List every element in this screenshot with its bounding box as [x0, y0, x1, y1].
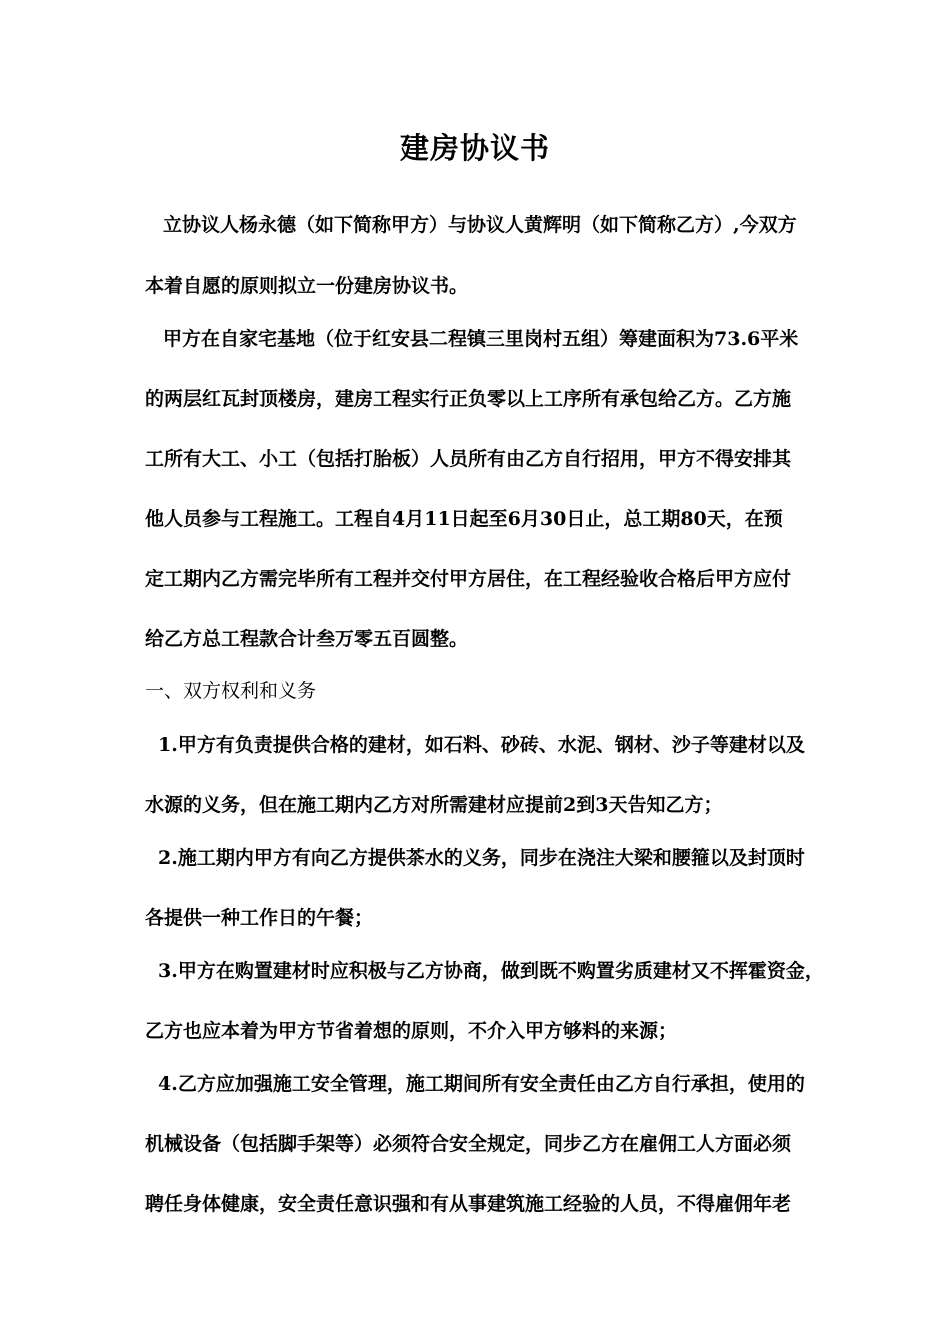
paragraph-line: 2.施工期内甲方有向乙方提供茶水的义务，同步在浇注大梁和腰箍以及封顶时: [158, 847, 805, 869]
paragraph-line: 机械设备（包括脚手架等）必须符合安全规定，同步乙方在雇佣工人方面必须: [145, 1133, 792, 1155]
paragraph-line: 1.甲方有负责提供合格的建材，如石料、砂砖、水泥、钢材、沙子等建材以及: [158, 734, 805, 756]
paragraph-line: 定工期内乙方需完毕所有工程并交付甲方居住，在工程经验收合格后甲方应付: [145, 568, 792, 590]
paragraph-line: 4.乙方应加强施工安全管理，施工期间所有安全责任由乙方自行承担，使用的: [158, 1073, 805, 1095]
paragraph-line: 乙方也应本着为甲方节省着想的原则，不介入甲方够料的来源；: [145, 1020, 678, 1042]
paragraph-line: 立协议人杨永德（如下简称甲方）与协议人黄辉明（如下简称乙方）,今双方: [163, 214, 797, 236]
paragraph-line: 工所有大工、小工（包括打胎板）人员所有由乙方自行招用，甲方不得安排其: [145, 448, 792, 470]
paragraph-line: 聘任身体健康，安全责任意识强和有从事建筑施工经验的人员，不得雇佣年老: [145, 1193, 792, 1215]
section-heading: 一、双方权利和义务: [145, 680, 317, 702]
paragraph-line: 各提供一种工作日的午餐；: [145, 907, 374, 929]
paragraph-line: 本着自愿的原则拟立一份建房协议书。: [145, 275, 469, 297]
paragraph-line: 他人员参与工程施工。工程自4月11日起至6月30日止，总工期80天，在预: [145, 508, 783, 530]
paragraph-line: 水源的义务，但在施工期内乙方对所需建材应提前2到3天告知乙方；: [145, 794, 723, 816]
paragraph-line: 3.甲方在购置建材时应积极与乙方协商，做到既不购置劣质建材又不挥霍资金，: [158, 960, 824, 982]
paragraph-line: 甲方在自家宅基地（位于红安县二程镇三里岗村五组）筹建面积为73.6平米: [163, 328, 799, 350]
document-title: 建房协议书: [399, 131, 550, 165]
paragraph-line: 给乙方总工程款合计叁万零五百圆整。: [145, 628, 469, 650]
paragraph-line: 的两层红瓦封顶楼房，建房工程实行正负零以上工序所有承包给乙方。乙方施: [145, 388, 792, 410]
